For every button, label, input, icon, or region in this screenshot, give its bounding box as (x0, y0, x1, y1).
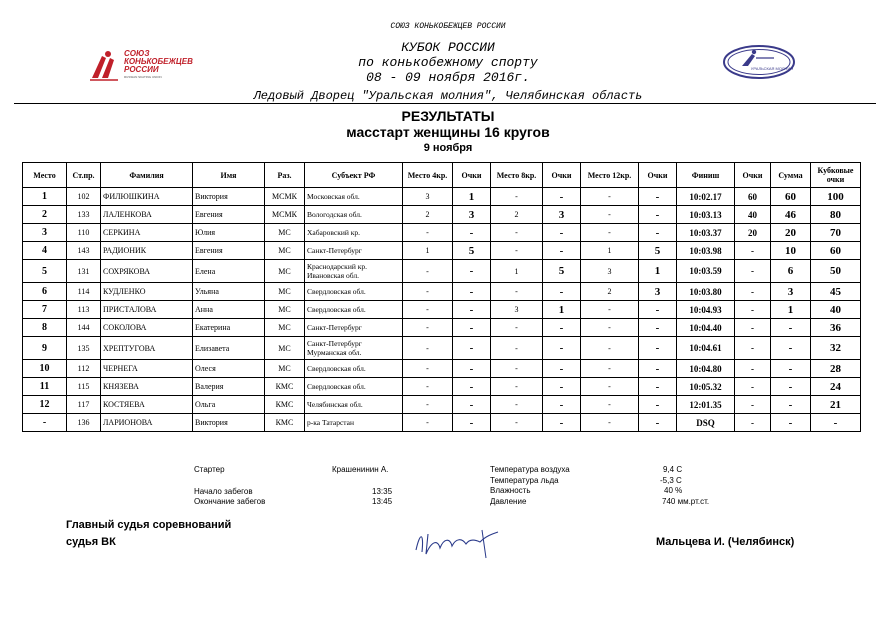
start-time: 13:35 (372, 487, 393, 496)
cell-cup-points: 100 (811, 188, 861, 206)
table-row (23, 301, 861, 319)
cell-finish: 10:04.61 (677, 337, 735, 360)
cell-cup-points: 70 (811, 224, 861, 242)
cell-bib: 144 (67, 319, 101, 337)
cell-place-lap8: - (491, 319, 543, 337)
cell-first-name: Елизавета (193, 337, 265, 360)
cell-points-finish: - (735, 242, 771, 260)
cell-cup-points: 80 (811, 206, 861, 224)
cell-bib: 117 (67, 396, 101, 414)
col-header-region: Субъект РФ (305, 163, 403, 188)
region-line1: Свердловская обл. (307, 364, 366, 373)
cell-place: 4 (23, 242, 67, 260)
cell-place-lap4: 1 (403, 242, 453, 260)
cell-finish: 10:03.59 (677, 260, 735, 283)
cell-points-finish: - (735, 378, 771, 396)
cell-cup-points: 21 (811, 396, 861, 414)
cell-points-lap12: - (639, 360, 677, 378)
pressure-label: Давление (490, 497, 527, 506)
cell-region (305, 414, 403, 432)
cup-subtitle: по конькобежному спорту (358, 55, 538, 70)
cell-last-name: СЕРКИНА (101, 224, 193, 242)
cell-last-name: ЧЕРНЕГА (101, 360, 193, 378)
cell-sum: - (771, 414, 811, 432)
cell-rank: КМС (265, 396, 305, 414)
logo-right-text: УРАЛЬСКАЯ МОЛНИЯ (750, 66, 794, 71)
cell-first-name: Евгения (193, 206, 265, 224)
region-line1: Вологодская обл. (307, 210, 362, 219)
table-row (23, 378, 861, 396)
cell-place: 12 (23, 396, 67, 414)
cell-points-lap12: - (639, 337, 677, 360)
cell-last-name: РАДИОНИК (101, 242, 193, 260)
cell-region (305, 283, 403, 301)
region-line1: Челябинская обл. (307, 400, 363, 409)
cell-rank: КМС (265, 414, 305, 432)
cell-points-lap4: - (453, 283, 491, 301)
cell-finish: 10:03.13 (677, 206, 735, 224)
cell-rank: МС (265, 242, 305, 260)
cell-place-lap12: - (581, 360, 639, 378)
cell-place-lap12: - (581, 224, 639, 242)
org-top-caption: СОЮЗ КОНЬКОБЕЖЦЕВ РОССИИ (390, 22, 506, 31)
cell-rank: МС (265, 224, 305, 242)
cell-points-lap4: - (453, 360, 491, 378)
start-time-label: Начало забегов (194, 487, 253, 496)
table-row (23, 414, 861, 432)
col-header-last-name: Фамилия (101, 163, 193, 188)
cell-last-name: КУДЛЕНКО (101, 283, 193, 301)
cell-first-name: Юлия (193, 224, 265, 242)
cell-rank: МС (265, 283, 305, 301)
cell-points-lap12: - (639, 224, 677, 242)
cell-place-lap8: - (491, 188, 543, 206)
cell-sum: - (771, 360, 811, 378)
cell-sum: - (771, 319, 811, 337)
cell-points-lap8: - (543, 378, 581, 396)
col-header-points-lap8: Очки (543, 163, 581, 188)
cell-finish: 10:03.98 (677, 242, 735, 260)
cell-points-lap4: - (453, 378, 491, 396)
cell-first-name: Ольга (193, 396, 265, 414)
cell-points-lap12: 5 (639, 242, 677, 260)
cell-place-lap12: - (581, 378, 639, 396)
cell-region (305, 337, 403, 360)
cell-bib: 102 (67, 188, 101, 206)
cell-points-lap12: - (639, 396, 677, 414)
cell-place-lap12: - (581, 188, 639, 206)
logo-subtitle: RUSSIAN SKATING UNION (124, 75, 162, 79)
col-header-first-name: Имя (193, 163, 265, 188)
cell-place-lap8: - (491, 283, 543, 301)
cell-place-lap4: 2 (403, 206, 453, 224)
cell-cup-points: 45 (811, 283, 861, 301)
cell-first-name: Виктория (193, 188, 265, 206)
cell-last-name: ЛАРИОНОВА (101, 414, 193, 432)
cell-points-lap12: - (639, 378, 677, 396)
table-row (23, 260, 861, 283)
region-line1: Свердловская обл. (307, 305, 366, 314)
cell-sum: 3 (771, 283, 811, 301)
cell-place: 1 (23, 188, 67, 206)
cell-cup-points: 24 (811, 378, 861, 396)
col-header-rank: Раз. (265, 163, 305, 188)
table-row (23, 206, 861, 224)
cell-finish: 10:04.80 (677, 360, 735, 378)
cell-place-lap4: - (403, 378, 453, 396)
cell-rank: МС (265, 319, 305, 337)
cell-finish: 10:02.17 (677, 188, 735, 206)
table-row (23, 360, 861, 378)
cell-cup-points: 28 (811, 360, 861, 378)
cell-place-lap4: - (403, 319, 453, 337)
air-temp-value: 9,4 С (663, 465, 683, 474)
cell-rank: МСМК (265, 206, 305, 224)
cell-points-lap8: - (543, 242, 581, 260)
cell-points-finish: 40 (735, 206, 771, 224)
cell-last-name: ЛАЛЕНКОВА (101, 206, 193, 224)
cell-place-lap4: - (403, 260, 453, 283)
cell-sum: 6 (771, 260, 811, 283)
cell-points-lap12: - (639, 188, 677, 206)
cell-region (305, 260, 403, 283)
cell-points-lap8: - (543, 319, 581, 337)
region-line1: Свердловская обл. (307, 287, 366, 296)
col-header-place-lap4: Место 4кр. (403, 163, 453, 188)
cell-points-lap4: 5 (453, 242, 491, 260)
cell-place-lap4: - (403, 414, 453, 432)
cell-finish: 10:04.40 (677, 319, 735, 337)
cell-cup-points: 32 (811, 337, 861, 360)
table-row (23, 337, 861, 360)
signature-icon (410, 522, 506, 562)
cell-points-finish: 60 (735, 188, 771, 206)
cell-bib: 110 (67, 224, 101, 242)
cell-place-lap8: - (491, 224, 543, 242)
cell-points-finish: - (735, 414, 771, 432)
cell-sum: 10 (771, 242, 811, 260)
cell-last-name: ХРЕПТУГОВА (101, 337, 193, 360)
chief-judge-name: Мальцева И. (Челябинск) (656, 536, 795, 548)
cell-points-finish: - (735, 260, 771, 283)
cell-points-finish: - (735, 360, 771, 378)
cell-region (305, 378, 403, 396)
cell-sum: - (771, 378, 811, 396)
cell-points-lap8: - (543, 360, 581, 378)
cell-points-lap8: - (543, 414, 581, 432)
cell-place-lap8: - (491, 396, 543, 414)
cell-points-finish: - (735, 337, 771, 360)
cell-finish: 10:05.32 (677, 378, 735, 396)
cell-cup-points: 50 (811, 260, 861, 283)
humidity-value: 40 % (664, 486, 683, 495)
cell-points-lap12: - (639, 206, 677, 224)
cell-place-lap4: - (403, 301, 453, 319)
cell-rank: МС (265, 301, 305, 319)
cell-rank: МСМК (265, 188, 305, 206)
region-line2: Ивановская обл. (307, 271, 359, 280)
cell-points-lap4: - (453, 319, 491, 337)
cell-place: 3 (23, 224, 67, 242)
cell-cup-points: 36 (811, 319, 861, 337)
region-line1: Свердловская обл. (307, 382, 366, 391)
cell-last-name: ПРИСТАЛОВА (101, 301, 193, 319)
cell-points-lap8: - (543, 188, 581, 206)
cell-points-finish: - (735, 396, 771, 414)
cell-region (305, 319, 403, 337)
logo-line1: СОЮЗ (124, 49, 150, 58)
table-row (23, 224, 861, 242)
judge-category: судья ВК (66, 536, 116, 548)
cell-place: 10 (23, 360, 67, 378)
cell-points-lap4: - (453, 396, 491, 414)
col-header-place-lap12: Место 12кр. (581, 163, 639, 188)
cell-first-name: Виктория (193, 414, 265, 432)
cell-region (305, 242, 403, 260)
cell-rank: КМС (265, 378, 305, 396)
venue: Ледовый Дворец "Уральская молния", Челябинская область (253, 89, 643, 103)
cell-place-lap8: 2 (491, 206, 543, 224)
col-header-place-lap8: Место 8кр. (491, 163, 543, 188)
cell-bib: 133 (67, 206, 101, 224)
col-header-place: Место (23, 163, 67, 188)
cell-points-lap8: 1 (543, 301, 581, 319)
cell-place-lap12: 3 (581, 260, 639, 283)
cell-points-lap4: 3 (453, 206, 491, 224)
cell-finish: 10:03.37 (677, 224, 735, 242)
cup-title: КУБОК РОССИИ (401, 40, 495, 55)
cell-points-lap8: - (543, 283, 581, 301)
cell-last-name: ФИЛЮШКИНА (101, 188, 193, 206)
region-line1: Санкт-Петербург (307, 323, 362, 332)
cell-last-name: СОКОЛОВА (101, 319, 193, 337)
cell-points-lap12: - (639, 319, 677, 337)
cell-first-name: Екатерина (193, 319, 265, 337)
cell-place: - (23, 414, 67, 432)
results-date: 9 ноября (423, 142, 473, 154)
cell-sum: 1 (771, 301, 811, 319)
cell-place-lap4: - (403, 396, 453, 414)
cell-points-lap12: - (639, 301, 677, 319)
cell-place-lap8: - (491, 360, 543, 378)
cell-place-lap8: 3 (491, 301, 543, 319)
cell-points-lap8: 3 (543, 206, 581, 224)
results-title: РЕЗУЛЬТАТЫ (401, 108, 495, 124)
col-header-sum: Сумма (771, 163, 811, 188)
end-time-label: Окончание забегов (194, 497, 266, 506)
cell-last-name: КНЯЗЕВА (101, 378, 193, 396)
cell-points-lap12: - (639, 414, 677, 432)
end-time: 13:45 (372, 497, 393, 506)
pressure-value: 740 мм.рт.ст. (662, 497, 710, 506)
cell-region (305, 206, 403, 224)
cell-place-lap4: - (403, 337, 453, 360)
cell-place-lap12: 2 (581, 283, 639, 301)
cell-points-lap4: - (453, 224, 491, 242)
cell-sum: 60 (771, 188, 811, 206)
cell-place-lap12: - (581, 396, 639, 414)
cell-points-lap12: 1 (639, 260, 677, 283)
cell-sum: - (771, 337, 811, 360)
cell-points-lap8: - (543, 337, 581, 360)
cell-points-finish: - (735, 283, 771, 301)
cell-points-finish: - (735, 319, 771, 337)
cell-bib: 136 (67, 414, 101, 432)
header-divider (14, 103, 876, 104)
logo-line2: КОНЬКОБЕЖЦЕВ (124, 57, 193, 66)
cell-place-lap4: 3 (403, 188, 453, 206)
chief-judge-title: Главный судья соревнований (66, 519, 232, 531)
region-line1: Московская обл. (307, 192, 360, 201)
cell-bib: 131 (67, 260, 101, 283)
table-row (23, 242, 861, 260)
cell-region (305, 188, 403, 206)
event-dates: 08 - 09 ноября 2016г. (366, 70, 530, 85)
cell-place-lap8: 1 (491, 260, 543, 283)
cell-cup-points: - (811, 414, 861, 432)
cell-first-name: Анна (193, 301, 265, 319)
cell-bib: 112 (67, 360, 101, 378)
cell-place-lap4: - (403, 360, 453, 378)
cell-first-name: Елена (193, 260, 265, 283)
cell-sum: 20 (771, 224, 811, 242)
starter-label: Стартер (194, 465, 225, 474)
cell-region (305, 396, 403, 414)
ice-palace-logo-icon (722, 44, 796, 80)
cell-points-finish: - (735, 301, 771, 319)
cell-cup-points: 60 (811, 242, 861, 260)
table-row (23, 319, 861, 337)
cell-finish: 10:03.80 (677, 283, 735, 301)
ice-temp-label: Температура льда (490, 476, 559, 485)
cell-finish: DSQ (677, 414, 735, 432)
cell-place-lap12: - (581, 206, 639, 224)
cell-place: 11 (23, 378, 67, 396)
region-line2: Мурманская обл. (307, 348, 362, 357)
ice-temp-value: -5,3 С (660, 476, 682, 485)
cell-place: 8 (23, 319, 67, 337)
cell-points-lap8: - (543, 224, 581, 242)
cell-finish: 10:04.93 (677, 301, 735, 319)
cell-last-name: КОСТЯЕВА (101, 396, 193, 414)
col-header-bib: Ст.пр. (67, 163, 101, 188)
cell-bib: 135 (67, 337, 101, 360)
cell-place-lap8: - (491, 378, 543, 396)
cell-place: 2 (23, 206, 67, 224)
cell-region (305, 360, 403, 378)
cell-place-lap8: - (491, 414, 543, 432)
cell-points-lap4: - (453, 337, 491, 360)
cell-place: 9 (23, 337, 67, 360)
cell-points-lap8: 5 (543, 260, 581, 283)
cell-place-lap4: - (403, 224, 453, 242)
cell-place-lap8: - (491, 337, 543, 360)
cell-first-name: Валерия (193, 378, 265, 396)
cell-points-lap4: - (453, 301, 491, 319)
cell-bib: 114 (67, 283, 101, 301)
cell-points-lap8: - (543, 396, 581, 414)
cell-finish: 12:01.35 (677, 396, 735, 414)
cell-place-lap12: - (581, 337, 639, 360)
starter-name: Крашенинин А. (332, 465, 389, 474)
cell-bib: 115 (67, 378, 101, 396)
table-row (23, 396, 861, 414)
col-header-points-lap12: Очки (639, 163, 677, 188)
results-table (22, 162, 861, 432)
cell-place: 5 (23, 260, 67, 283)
cell-sum: 46 (771, 206, 811, 224)
cell-first-name: Ульяна (193, 283, 265, 301)
cell-first-name: Евгения (193, 242, 265, 260)
cell-place-lap4: - (403, 283, 453, 301)
cell-bib: 143 (67, 242, 101, 260)
col-header-finish: Финиш (677, 163, 735, 188)
cell-points-lap4: - (453, 260, 491, 283)
col-header-points-lap4: Очки (453, 163, 491, 188)
cell-place-lap12: - (581, 414, 639, 432)
cell-place-lap12: - (581, 319, 639, 337)
table-row (23, 188, 861, 206)
table-header-row (23, 163, 861, 188)
col-header-points-finish: Очки (735, 163, 771, 188)
cell-bib: 113 (67, 301, 101, 319)
cell-place-lap12: 1 (581, 242, 639, 260)
cell-place: 7 (23, 301, 67, 319)
col-header-cup-points: Кубковые очки (811, 163, 861, 188)
region-line1: Санкт-Петербург (307, 246, 362, 255)
cell-points-lap4: 1 (453, 188, 491, 206)
cell-points-lap12: 3 (639, 283, 677, 301)
humidity-label: Влажность (490, 486, 531, 495)
air-temp-label: Температура воздуха (490, 465, 570, 474)
cell-region (305, 301, 403, 319)
cell-first-name: Олеся (193, 360, 265, 378)
cell-place-lap12: - (581, 301, 639, 319)
cell-rank: МС (265, 360, 305, 378)
cell-sum: - (771, 396, 811, 414)
cell-points-lap4: - (453, 414, 491, 432)
cell-last-name: СОХРЯКОВА (101, 260, 193, 283)
uralskaya-molniya-logo (722, 44, 796, 80)
logo-line3: РОССИИ (124, 65, 159, 74)
region-line1: р-ка Татарстан (307, 418, 354, 427)
cell-rank: МС (265, 260, 305, 283)
region-line1: Краснодарский кр. (307, 262, 367, 271)
region-line1: Хабаровский кр. (307, 228, 361, 237)
cell-rank: МС (265, 337, 305, 360)
cell-region (305, 224, 403, 242)
results-subtitle: масстарт женщины 16 кругов (346, 124, 550, 140)
cell-place: 6 (23, 283, 67, 301)
cell-points-finish: 20 (735, 224, 771, 242)
region-line1: Санкт-Петербург (307, 339, 362, 348)
cell-place-lap8: - (491, 242, 543, 260)
cell-cup-points: 40 (811, 301, 861, 319)
table-row (23, 283, 861, 301)
